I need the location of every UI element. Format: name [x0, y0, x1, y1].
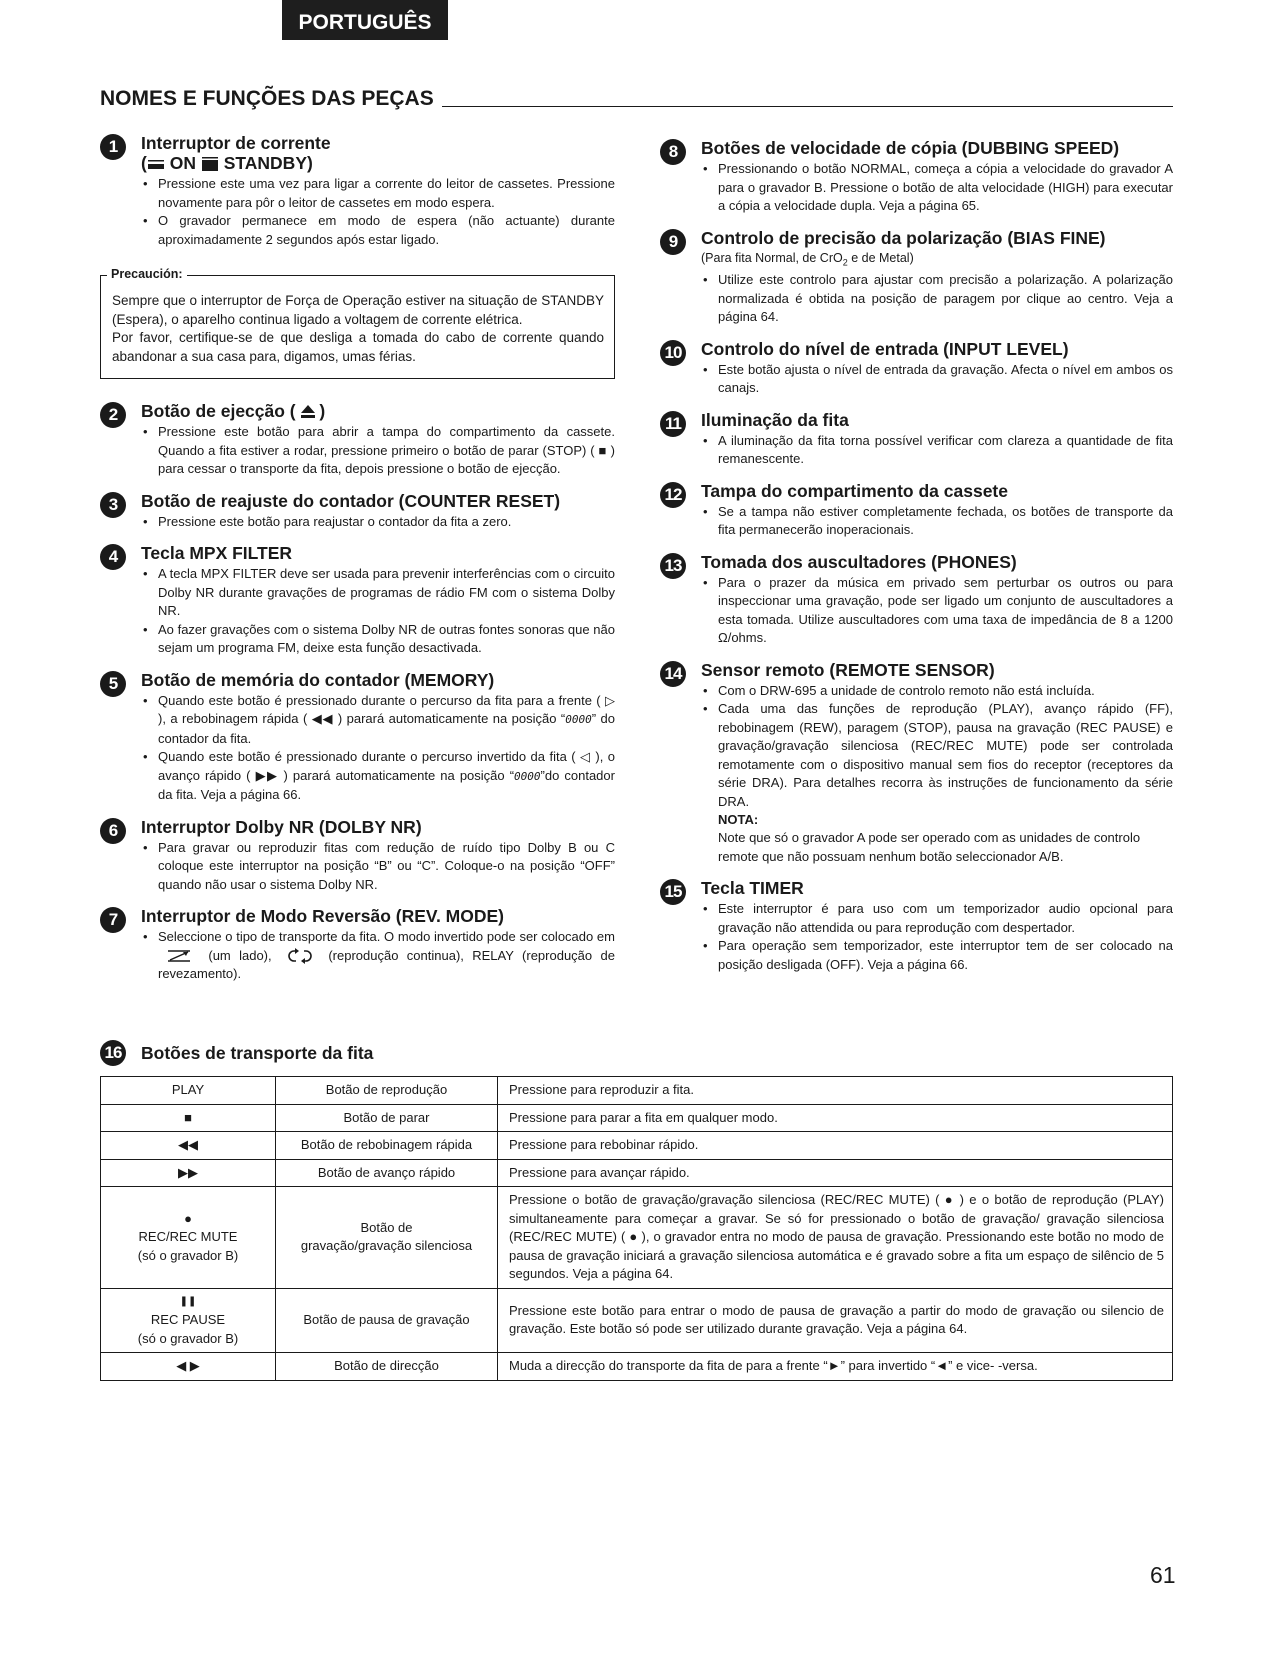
record-icon: ●: [944, 1192, 955, 1207]
item-counter-memory: [100, 670, 615, 805]
list-item: • Com o DRW-695 a unidade de controlo remoto não está incluída.: [701, 682, 1173, 701]
name-cell: [276, 1187, 498, 1289]
list-item: • Pressione este uma vez para ligar a corrente do leitor de cassetes. Pressione novamente para pôr o leitor de cassetes em modo espera.: [141, 175, 615, 212]
item-number-badge: 10: [660, 340, 686, 366]
desc-cell: Pressione para rebobinar rápido.: [498, 1132, 1173, 1160]
page-number: 61: [1150, 1562, 1176, 1588]
item-title: Controlo do nível de entrada (INPUT LEVEL): [701, 338, 1069, 359]
item-subnote: [701, 250, 1173, 272]
item-number-badge: 11: [660, 411, 686, 437]
fast-forward-icon: ▶▶: [101, 1159, 276, 1187]
desc-cell: Pressione para avançar rápido.: [498, 1159, 1173, 1187]
item-cassette-lid: [660, 481, 1173, 540]
title-rule: [442, 106, 1173, 107]
desc-text: ” e vice- -versa.: [948, 1358, 1038, 1373]
table-row: [101, 1159, 1173, 1187]
power-standby-icon: [201, 157, 219, 171]
desc-cell: Pressione este botão para entrar o modo de pausa de gravação a partir do modo de gravação ou silencio de gravação. Este botão só pode ser utilizado durante gravação. Veja a página 64.: [498, 1288, 1173, 1353]
tape-transport-heading: [100, 1040, 373, 1066]
desc-text: ), o gravador entra no modo de pausa de gravação. Pressionando este botão no modo de pausa de gravação iniciará a gravação silenciosa automática e é gravado sobre a fita um espaço de silêncio de 5 segundos. Veja a página 64.: [509, 1229, 1164, 1281]
caution-text: Sempre que o interruptor de Força de Operação estiver na situação de STANDBY (Espera), o aparelho continua ligado a voltagem de corrente elétrica.: [112, 293, 604, 327]
list-item: • Este botão ajusta o nível de entrada da gravação. Afecta o nível em ambos os canajs.: [701, 361, 1173, 398]
right-column: [660, 138, 1173, 986]
desc-cell: [498, 1353, 1173, 1381]
bullet-text: ) parará automaticamente na posição “: [337, 711, 566, 726]
button-cell: [101, 1187, 276, 1289]
item-title-on: ON: [169, 153, 196, 173]
bullet-list: [701, 503, 1173, 540]
item-title: Tomada dos auscultadores (PHONES): [701, 551, 1017, 572]
counter-display: 0000: [514, 769, 541, 783]
desc-text: ” para invertido “: [840, 1358, 936, 1373]
item-input-level: [660, 339, 1173, 398]
forward-arrow-icon: ►: [827, 1358, 841, 1373]
bullet-list: [141, 513, 615, 532]
item-number-badge: 9: [660, 229, 686, 255]
power-on-icon: [147, 159, 165, 169]
item-phones: [660, 552, 1173, 648]
list-item: [141, 928, 615, 984]
rewind-icon: ◀◀: [311, 711, 334, 726]
subnote-sub: 2: [842, 257, 848, 267]
name-cell: Botão de direcção: [276, 1353, 498, 1381]
item-tape-illumination: [660, 410, 1173, 469]
name-line: Botão de: [360, 1219, 413, 1235]
desc-text: Muda a direcção do transporte da fita de para a frente “: [509, 1358, 828, 1373]
item-title: Botão de ejecção ( ): [141, 401, 326, 421]
bullet-list: [701, 271, 1173, 327]
button-sublabel: (só o gravador B): [137, 1247, 239, 1263]
list-item: • Ao fazer gravações com o sistema Dolby NR de outras fontes sonoras que não sejam um programa FM, deixe esta função desactivada.: [141, 621, 615, 658]
bullet-text: ” do contador da fita.: [158, 711, 615, 746]
pause-icon: ❚❚: [179, 1295, 197, 1307]
name-cell: Botão de reprodução: [276, 1077, 498, 1105]
item-number-badge: 13: [660, 553, 686, 579]
list-item: • Se a tampa não estiver completamente fechada, os botões de transporte da fita permanecerão inoperacionais.: [701, 503, 1173, 540]
item-title: Tecla MPX FILTER: [141, 543, 293, 563]
item-number-badge: 5: [100, 671, 126, 697]
list-item: • A tecla MPX FILTER deve ser usada para prevenir interferências com o circuito Dolby NR durante gravações de programas de rádio FM com o sistema Dolby NR.: [141, 565, 615, 621]
bullet-list: [701, 432, 1173, 469]
bullet-text: ), o avanço rápido (: [158, 749, 615, 783]
bullet-list: [701, 160, 1173, 216]
bullet-list: [141, 692, 615, 805]
list-item: • Pressionando o botão NORMAL, começa a cópia a velocidade do gravador A para o gravador B. Pressione o botão de alta velocidade (HIGH) para executar a cópia a velocidade dupla. Veja a página 65.: [701, 160, 1173, 216]
list-item: • O gravador permanece em modo de espera (não actuante) durante aproximadamente 2 segundos após estar ligado.: [141, 212, 615, 249]
record-icon: ●: [184, 1210, 192, 1226]
table-row: [101, 1288, 1173, 1353]
item-number-badge: 2: [100, 402, 126, 428]
item-rev-mode: [100, 906, 615, 984]
bullet-text: ), a rebobinagem rápida (: [158, 711, 308, 726]
list-item: • Cada uma das funções de reprodução (PLAY), avanço rápido (FF), rebobinagem (REW), paragem (STOP), pausa na gravação (REC PAUSE) e gravação/gravação silenciosa (REC/REC MUTE) pode ser controlada remotamente com o dispositivo manual sem fios do receptor (receptores da série DRA). Para detalhes recorra às instruções de funcionamento da série DRA.: [701, 700, 1173, 811]
bullet-text: (reprodução continua), RELAY (reprodução de revezamento).: [158, 947, 615, 981]
language-tab: PORTUGUÊS: [282, 0, 448, 40]
desc-cell: Pressione para parar a fita em qualquer modo.: [498, 1104, 1173, 1132]
table-row: [101, 1077, 1173, 1105]
list-item: • Para operação sem temporizador, este interruptor tem de ser colocado na posição desligada (OFF). Veja a página 66.: [701, 937, 1173, 974]
list-item: • Para gravar ou reproduzir fitas com redução de ruído tipo Dolby B ou C coloque este interruptor na posição “B” ou “C”. Coloque-o na posição “OFF” quando não usar o sistema Dolby NR.: [141, 839, 615, 895]
item-number-badge: 8: [660, 139, 686, 165]
eject-icon: [301, 405, 315, 418]
item-title: Botão de memória do contador (MEMORY): [141, 669, 495, 690]
fast-forward-icon: ▶▶: [255, 767, 279, 783]
item-title: Interruptor de corrente ( ON STANDBY): [141, 133, 331, 173]
bullet-text: ) parará automaticamente na posição “: [283, 767, 515, 783]
bullet-list: [141, 423, 615, 479]
bullet-text: ”do contador da fita. Veja a página 66.: [158, 767, 615, 802]
one-side-mode-icon: [164, 949, 194, 963]
table-row: [101, 1132, 1173, 1160]
desc-cell: [498, 1187, 1173, 1289]
desc-cell: Pressione para reproduzir a fita.: [498, 1077, 1173, 1105]
item-title: Controlo de precisão da polarização (BIAS FINE): [701, 227, 1106, 248]
bullet-list: [141, 839, 615, 895]
note-title: NOTA:: [718, 812, 759, 827]
bullet-text: Pressione este botão para abrir a tampa do compartimento da cassete. Quando a fita estiver a rodar, pressione primeiro o botão de parar (STOP) (: [158, 424, 615, 458]
play-forward-icon: ▷: [605, 692, 615, 708]
item-title-text: Botão de ejecção (: [141, 401, 296, 421]
list-item: [141, 692, 615, 749]
item-number-badge: 14: [660, 661, 686, 687]
table-row: [101, 1187, 1173, 1289]
section-title: [100, 87, 1173, 111]
item-title: Iluminação da fita: [701, 409, 849, 430]
bullet-text: Quando este botão é pressionado durante o percurso da fita para a frente (: [158, 692, 601, 708]
name-cell: Botão de avanço rápido: [276, 1159, 498, 1187]
list-item: • Pressione este botão para reajustar o contador da fita a zero.: [141, 513, 615, 532]
item-number-badge: 6: [100, 818, 126, 844]
list-item: • Utilize este controlo para ajustar com precisão a polarização. A polarização normalizada é obtida na posição de paragem por clique ao centro. Veja a página 64.: [701, 271, 1173, 327]
item-power-switch: [100, 133, 615, 249]
record-icon: ●: [629, 1229, 638, 1244]
item-number-badge: 3: [100, 492, 126, 518]
counter-display: 0000: [565, 713, 592, 726]
item-number-badge: 1: [100, 134, 126, 160]
name-cell: Botão de pausa de gravação: [276, 1288, 498, 1353]
item-title-line1: Interruptor de corrente: [141, 133, 331, 153]
item-mpx-filter: [100, 543, 615, 658]
item-number-badge: 15: [660, 879, 686, 905]
stop-icon: ■: [101, 1104, 276, 1132]
item-counter-reset: [100, 491, 615, 532]
note-text: Note que só o gravador A pode ser operado com as unidades de controlo remote que não possuam nenhum botão seleccionador A/B.: [718, 830, 1141, 864]
table-row: [101, 1104, 1173, 1132]
subnote-text: e de Metal): [847, 250, 914, 265]
item-dubbing-speed: [660, 138, 1173, 216]
item-title: Botões de velocidade de cópia (DUBBING SPEED): [701, 138, 1120, 158]
item-number-badge: 16: [100, 1040, 126, 1066]
bullet-text: Seleccione o tipo de transporte da fita. O modo invertido pode ser colocado em: [158, 929, 615, 944]
tape-transport-table: [100, 1076, 1173, 1381]
item-title-standby: STANDBY): [223, 153, 313, 173]
bullet-text: Quando este botão é pressionado durante o percurso invertido da fita (: [158, 749, 576, 764]
left-column: [100, 133, 615, 996]
rewind-icon: ◀◀: [101, 1132, 276, 1160]
bullet-list: [701, 361, 1173, 398]
table-row: [101, 1353, 1173, 1381]
bullet-list: [701, 900, 1173, 974]
bullet-text: ) para cessar o transporte da fita, depois pressione o botão de ejecção.: [158, 442, 615, 476]
item-number-badge: 12: [660, 482, 686, 508]
item-number-badge: 4: [100, 544, 126, 570]
section-title-text: NOMES E FUNÇÕES DAS PEÇAS: [100, 87, 434, 110]
continuous-mode-icon: [286, 948, 314, 964]
name-cell: Botão de rebobinagem rápida: [276, 1132, 498, 1160]
name-cell: Botão de parar: [276, 1104, 498, 1132]
list-item: [141, 423, 615, 479]
item-number-badge: 7: [100, 907, 126, 933]
play-reverse-icon: ◁: [580, 749, 591, 764]
button-sublabel: (só o gravador B): [137, 1330, 239, 1346]
item-title: Sensor remoto (REMOTE SENSOR): [701, 659, 995, 680]
item-timer: [660, 878, 1173, 974]
button-label: REC PAUSE: [150, 1312, 226, 1327]
subnote-text: (Para fita Normal, de CrO: [701, 250, 843, 265]
stop-icon: ■: [598, 442, 607, 458]
desc-text: Pressione o botão de gravação/gravação silenciosa (REC/REC MUTE) (: [509, 1192, 940, 1207]
list-item: • Este interruptor é para uso com um temporizador audio opcional para gravação não attendida ou para reprodução com despertador.: [701, 900, 1173, 937]
bullet-text: (um lado),: [208, 947, 272, 963]
item-title: Tecla TIMER: [701, 878, 804, 898]
caution-text: Por favor, certifique-se de que desliga a tomada do cabo de corrente quando abandonar a sua casa para, digamos, umas férias.: [112, 330, 604, 364]
item-title: Tampa do compartimento da cassete: [701, 480, 1008, 501]
desc-text: ) e o botão de reprodução (PLAY) simultaneamente para começar a gravar. Se só for pressionado o botão de gravação/ gravação silenciosa (REC/REC MUTE) (: [509, 1192, 1164, 1244]
item-dolby-nr: [100, 817, 615, 895]
bullet-list: [701, 682, 1173, 812]
item-title: Botão de reajuste do contador (COUNTER RESET): [141, 490, 561, 511]
reverse-arrow-icon: ◄: [935, 1358, 949, 1373]
list-item: • A iluminação da fita torna possível verificar com clareza a quantidade de fita remanescente.: [701, 432, 1173, 469]
tape-transport-title: Botões de transporte da fita: [141, 1042, 374, 1063]
bullet-list: [701, 574, 1173, 648]
item-remote-sensor: [660, 660, 1173, 867]
caution-box: [100, 267, 615, 379]
bullet-list: [141, 565, 615, 658]
bullet-list: [141, 175, 615, 249]
item-eject-button: [100, 401, 615, 479]
button-cell: [101, 1288, 276, 1353]
button-label: REC/REC MUTE: [138, 1229, 238, 1244]
item-bias-fine: [660, 228, 1173, 327]
bullet-list: [141, 928, 615, 984]
direction-icon: ◀ ▶: [101, 1353, 276, 1381]
item-title: Interruptor de Modo Reversão (REV. MODE): [141, 906, 505, 926]
list-item: • Para o prazer da música em privado sem perturbar os outros ou para inspeccionar uma gravação, pode ser ligado um conjunto de auscultadores a esta tomada. Utilize auscultadores com uma taxa de impedância de 8 a 1200 Ω/ohms.: [701, 574, 1173, 648]
caution-title: Precaución:: [107, 267, 187, 281]
button-cell: PLAY: [101, 1077, 276, 1105]
list-item: [141, 748, 615, 805]
item-title: Interruptor Dolby NR (DOLBY NR): [141, 816, 422, 837]
name-line: gravação/gravação silenciosa: [300, 1238, 473, 1254]
